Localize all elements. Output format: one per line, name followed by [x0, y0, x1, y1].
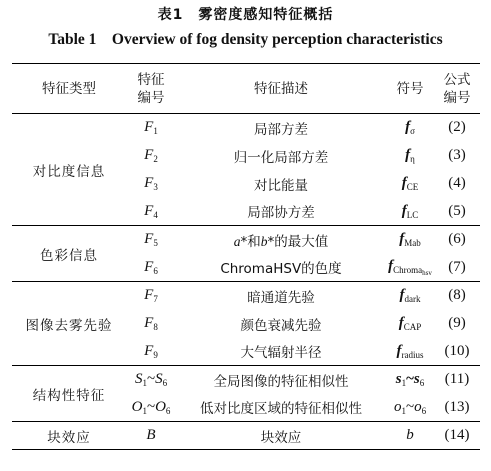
feature-code: $F_2$ — [144, 147, 158, 164]
group-label-color: 色彩信息 — [40, 247, 98, 264]
feature-symbol: $s_1\sim s_6$ — [395, 371, 425, 389]
feature-desc: 块效应 — [260, 429, 302, 446]
equation-number: (9) — [448, 315, 466, 331]
table-row — [12, 226, 480, 254]
equation-number: (4) — [448, 175, 466, 191]
header-symbol: 符号 — [396, 80, 424, 97]
group-label-dehaze: 图像去雾先验 — [25, 317, 113, 334]
feature-symbol: $o_1\sim o_6$ — [393, 398, 427, 416]
feature-desc: 低对比度区域的特征相似性 — [200, 401, 362, 418]
feature-symbol: $f_{dark}$ — [399, 287, 421, 305]
feature-code: $F_6$ — [144, 258, 158, 276]
feature-code: B — [146, 427, 156, 443]
feature-symbol: $f_\eta$ — [405, 147, 415, 164]
feature-code: $F_7$ — [144, 287, 158, 305]
feature-code: $F_4$ — [144, 202, 158, 220]
feature-desc: a*和b*的最大值 — [233, 233, 329, 250]
feature-desc: 大气辐射半径 — [240, 345, 322, 362]
group-contrast — [12, 114, 480, 226]
table-row — [12, 422, 480, 450]
group-label-contrast: 对比度信息 — [32, 163, 106, 180]
header-type: 特征类型 — [42, 80, 96, 97]
header-code: 特征 编号 — [137, 71, 165, 106]
table-row — [12, 282, 480, 310]
equation-number: (13) — [444, 398, 470, 415]
feature-desc: ChromaHSV的色度 — [220, 261, 342, 278]
feature-desc: 局部协方差 — [247, 205, 315, 222]
feature-desc: 全局图像的特征相似性 — [213, 373, 349, 390]
equation-number: (2) — [448, 119, 466, 136]
feature-code: $F_1$ — [144, 119, 158, 137]
group-color — [12, 226, 480, 282]
feature-symbol: $f_{Chroma_{hsv}}$ — [388, 257, 432, 277]
table-title-en: Table 1 Overview of fog density perception characteristics — [48, 31, 443, 48]
equation-number: (3) — [448, 147, 466, 163]
header-eq: 公式 编号 — [443, 71, 471, 106]
equation-number: (10) — [444, 342, 470, 359]
feature-symbol: $f_{Mab}$ — [399, 231, 421, 249]
table-title-cn: 表1 雾密度感知特征概括 — [157, 7, 334, 23]
equation-number: (6) — [448, 231, 466, 248]
table-row — [12, 114, 480, 142]
feature-code: $F_8$ — [144, 315, 158, 332]
equation-number: (5) — [448, 202, 466, 219]
feature-desc: 暗通道先验 — [247, 289, 315, 306]
group-block — [12, 422, 480, 450]
equation-number: (8) — [448, 287, 466, 304]
equation-number: (7) — [448, 258, 466, 275]
feature-code: $S_1\sim S_6$ — [134, 371, 168, 389]
group-label-block: 块效应 — [47, 429, 91, 446]
feature-code: $O_1\sim O_6$ — [131, 398, 171, 416]
feature-symbol: $f_{LC}$ — [401, 202, 419, 220]
feature-desc: 对比能量 — [254, 177, 308, 194]
group-dehaze — [12, 282, 480, 366]
group-structure — [12, 366, 480, 422]
equation-number: (14) — [444, 427, 470, 443]
table-header — [12, 64, 480, 114]
feature-code: $F_9$ — [144, 342, 158, 360]
feature-code: $F_5$ — [144, 231, 158, 249]
feature-symbol: $f_\sigma$ — [405, 119, 415, 137]
feature-desc: 颜色衰减先验 — [240, 317, 322, 334]
feature-symbol: $f_{radius}$ — [396, 342, 424, 360]
header-desc: 特征描述 — [254, 80, 308, 97]
fog-features-table — [12, 63, 480, 450]
feature-symbol: $f_{CAP}$ — [398, 315, 422, 332]
feature-symbol: b — [406, 427, 414, 443]
feature-desc: 归一化局部方差 — [233, 149, 329, 166]
table-row — [12, 366, 480, 394]
feature-symbol: $f_{CE}$ — [401, 175, 419, 192]
group-label-structure: 结构性特征 — [32, 387, 106, 404]
feature-desc: 局部方差 — [254, 121, 308, 138]
equation-number: (11) — [444, 371, 470, 388]
feature-code: $F_3$ — [144, 175, 158, 192]
